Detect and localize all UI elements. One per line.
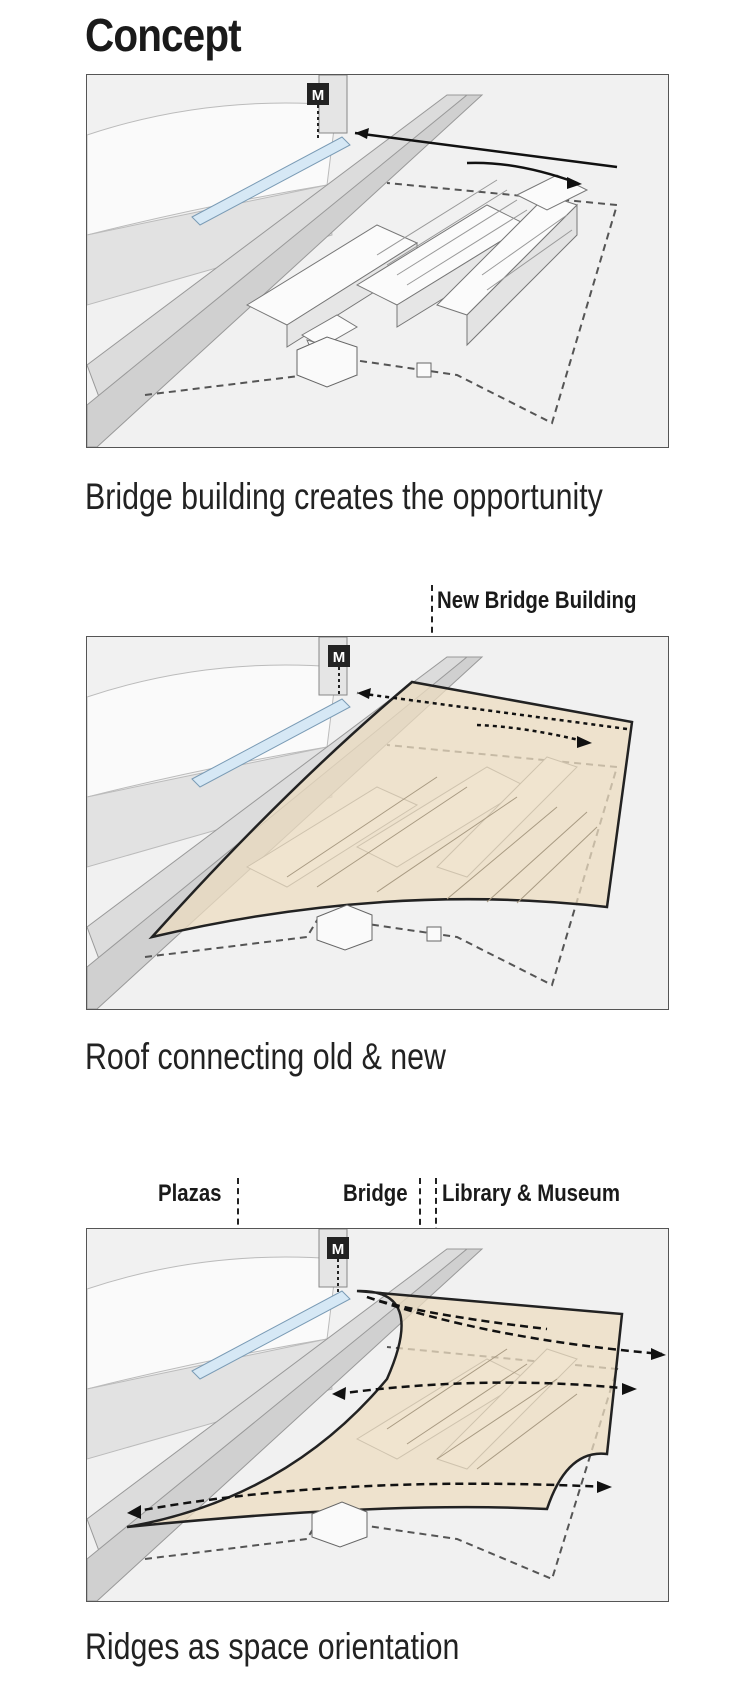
diagram-panel-3 xyxy=(86,1228,669,1602)
diagram-panel-2 xyxy=(86,636,669,1010)
metro-icon-letter: M xyxy=(332,649,346,666)
caption-panel-2: Roof connecting old & new xyxy=(85,1036,446,1077)
label-plazas: Plazas xyxy=(158,1180,222,1207)
site-model-illustration xyxy=(87,75,668,447)
metro-icon-letter: M xyxy=(331,1241,345,1258)
label-bridge: Bridge xyxy=(343,1180,408,1207)
label-new-bridge-building: New Bridge Building xyxy=(437,587,637,614)
page-title: Concept xyxy=(85,9,241,61)
site-model-roof-illustration xyxy=(87,637,668,1009)
caption-panel-3: Ridges as space orientation xyxy=(85,1626,460,1667)
diagram-panel-1 xyxy=(86,74,669,448)
site-model-ridges-illustration xyxy=(87,1229,668,1601)
caption-panel-1: Bridge building creates the opportunity xyxy=(85,476,603,517)
label-library-museum: Library & Museum xyxy=(442,1180,620,1207)
metro-icon-letter: M xyxy=(311,87,325,104)
